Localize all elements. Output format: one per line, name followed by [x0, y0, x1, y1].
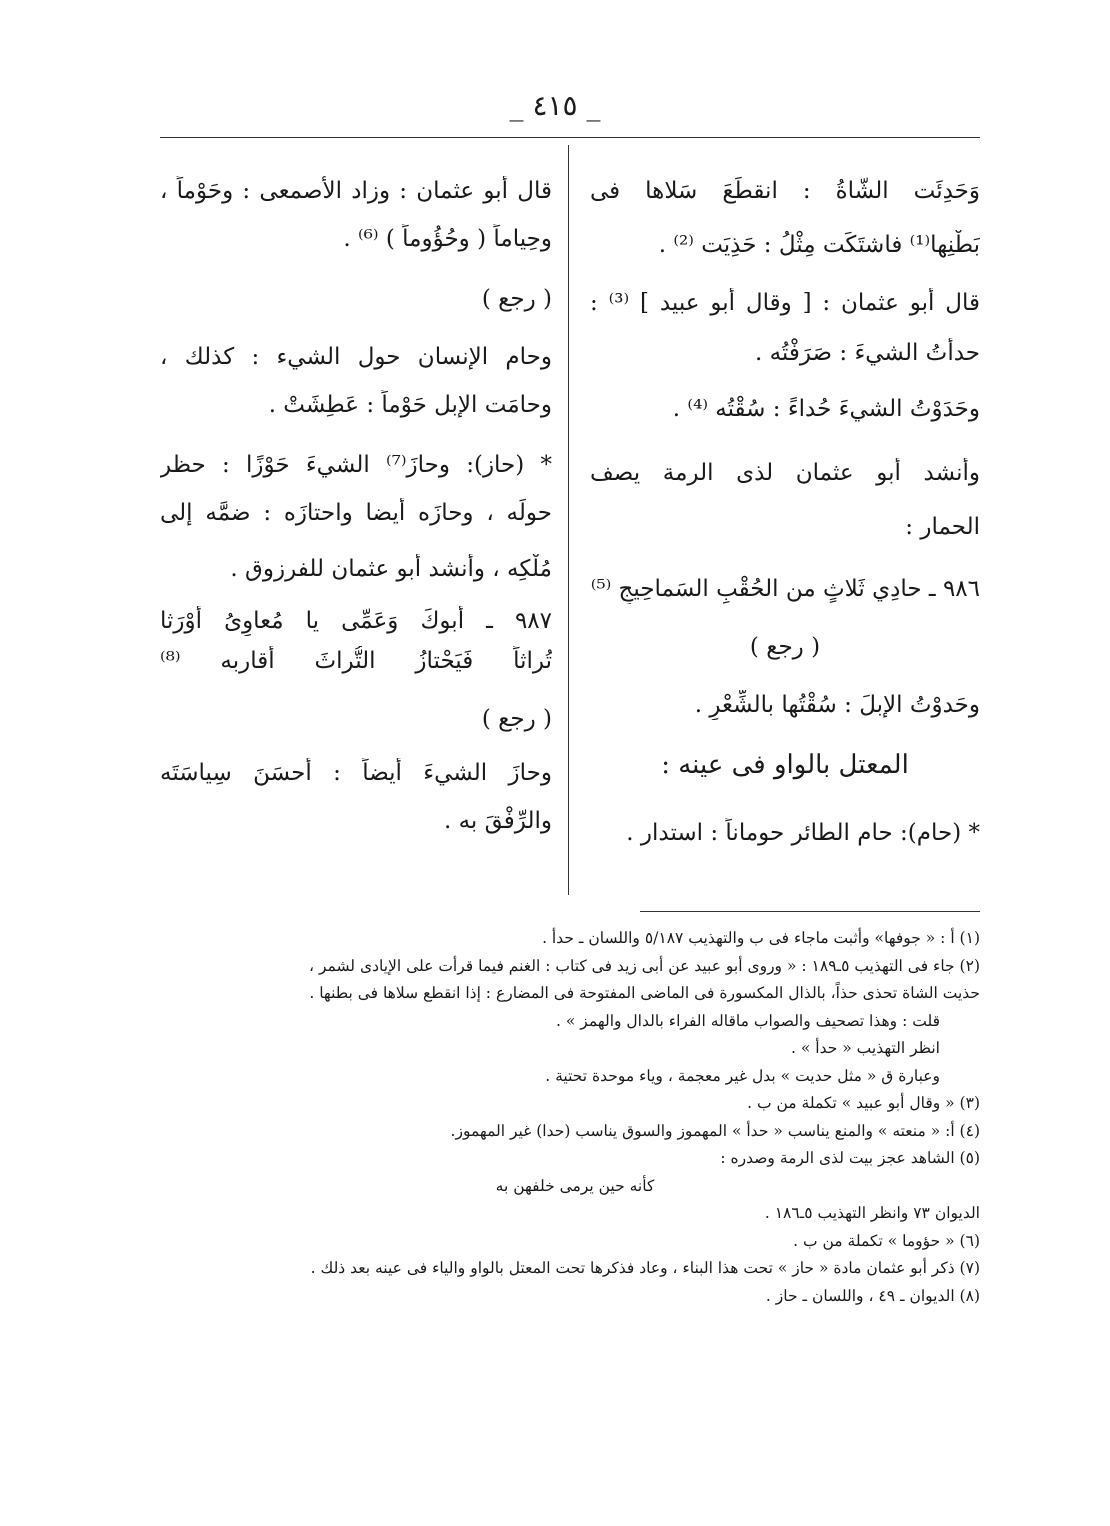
- footnote-line: (٤) أ: « منعته » والمنع يناسب « حدأ » المهموز والسوق يناسب (حدا) غير المهموز.: [450, 1121, 980, 1140]
- text-line: وحازَ الشيءَ أيضاً : أحسَنَ سِياسَتَه: [160, 760, 552, 786]
- footnote-line: انظر التهذيب « حدأ » .: [791, 1039, 940, 1057]
- column-divider: [568, 145, 569, 895]
- footnotes: [170, 925, 980, 1310]
- text-line: حدأتُ الشيءَ : صَرَفْتُه .: [754, 340, 980, 366]
- text-line: وحِياماً ( وحُؤُوماً ) ⁽⁶⁾ .: [343, 226, 552, 252]
- text-line: ٩٨٧ ـ أبوكَ وَعَمِّى يا مُعاوِىُ أَوْرَثا: [160, 608, 552, 634]
- text-line: ٩٨٦ ـ حادِي ثَلاثٍ من الحُقْبِ السَماحِيجِ ⁽⁵⁾: [590, 576, 980, 602]
- text-line: ( رجع ): [749, 634, 821, 660]
- text-line: الحمار :: [905, 514, 980, 540]
- footnote-line: (٧) ذكر أبو عثمان مادة « حاز » تحت هذا البناء ، وعاد فذكرها تحت المعتل بالواو والياء فى عينه بعد ذلك .: [310, 1259, 980, 1277]
- footnote-line: كأنه حين يرمى خلفهن به: [495, 1176, 655, 1195]
- footnote-line: (٥) الشاهد عجز بيت لذى الرمة وصدره :: [720, 1149, 980, 1167]
- text-line: بَطْنِها⁽¹⁾ فاشتَكَت مِثْلُ : حَذِيَت ⁽²⁾ .: [658, 232, 980, 258]
- text-line: وأنشد أبو عثمان لذى الرمة يصف: [590, 460, 980, 486]
- text-line: مُلْكِه ، وأنشد أبو عثمان للفرزوق .: [230, 556, 552, 582]
- text-line: وَحَدِئَت الشّاةُ : انقطَعَ سَلاها فى: [590, 178, 980, 204]
- text-line: * (حام): حام الطائر حوماناً : استدار .: [626, 820, 980, 846]
- text-line: ( رجع ): [481, 286, 552, 312]
- footnote-line: حذيت الشاة تحذى حذاً، بالذال المكسورة فى الماضى المفتوحة فى المضارع : إذا انقطع سلاها فى بطنها .: [309, 984, 980, 1002]
- text-line: وحَدَوْتُ الشيءَ حُداءً : سُقْتُه ⁽⁴⁾ .: [672, 396, 980, 422]
- text-line: قال أبو عثمان : [ وقال أبو عبيد ] ⁽³⁾ :: [590, 290, 980, 316]
- footnote-line: وعبارة ق « مثل حديت » بدل غير معجمة ، وياء موحدة تحتية .: [545, 1066, 940, 1085]
- header-rule: [160, 137, 980, 138]
- text-line: المعتل بالواو فى عينه :: [661, 750, 909, 780]
- text-line: * (حاز): وحازَ⁽⁷⁾ الشيءَ حَوْزًا : حظر: [160, 452, 552, 478]
- footnote-rule: [640, 911, 980, 912]
- footnote-line: (١) أ : « جوفها» وأثبت ماجاء فى ب والتهذيب ٥/١٨٧ واللسان ـ حدأ .: [542, 929, 980, 947]
- left-text-column: [160, 168, 552, 836]
- footnote-line: قلت : وهذا تصحيف والصواب ماقاله الفراء بالدال والهمز » .: [556, 1011, 940, 1030]
- text-line: تُراثاً فَيَحْتازُ التُّراثَ أقاربه ⁽⁸⁾: [160, 648, 552, 674]
- footnote-line: الديوان ٧٣ وانظر التهذيب ٥ـ١٨٦ .: [764, 1204, 980, 1222]
- footnote-line: (٨) الديوان ـ ٤٩ ، واللسان ـ حاز .: [765, 1286, 980, 1305]
- text-line: وحَدوْتُ الإبلَ : سُقْتُها بالشِّعْرِ .: [694, 692, 980, 718]
- text-line: ( رجع ): [481, 706, 552, 732]
- footnote-line: (٢) جاء فى التهذيب ٥ـ١٨٩ : « وروى أبو عبيد عن أبى زيد فى كتاب : الغنم فيما قرأت على الإيادى لشمر ،: [309, 956, 980, 975]
- text-line: حولَه ، وحازَه أيضا واحتازَه : ضمَّه إلى: [160, 500, 552, 526]
- text-line: والرِّفْقَ به .: [443, 808, 552, 834]
- page-number: _ ٤١٥ _: [509, 89, 601, 122]
- text-line: وحامَت الإبل حَوْماً : عَطِشَتْ .: [268, 392, 552, 418]
- text-line: قال أبو عثمان : وزاد الأصمعى : وحَوْماً ،: [160, 178, 552, 204]
- footnote-line: (٦) « حؤوما » تكملة من ب .: [793, 1231, 980, 1250]
- footnote-line: (٣) « وقال أبو عبيد » تكملة من ب .: [747, 1094, 980, 1112]
- right-text-column: [590, 168, 980, 848]
- text-line: وحام الإنسان حول الشيء : كذلك ،: [160, 344, 552, 370]
